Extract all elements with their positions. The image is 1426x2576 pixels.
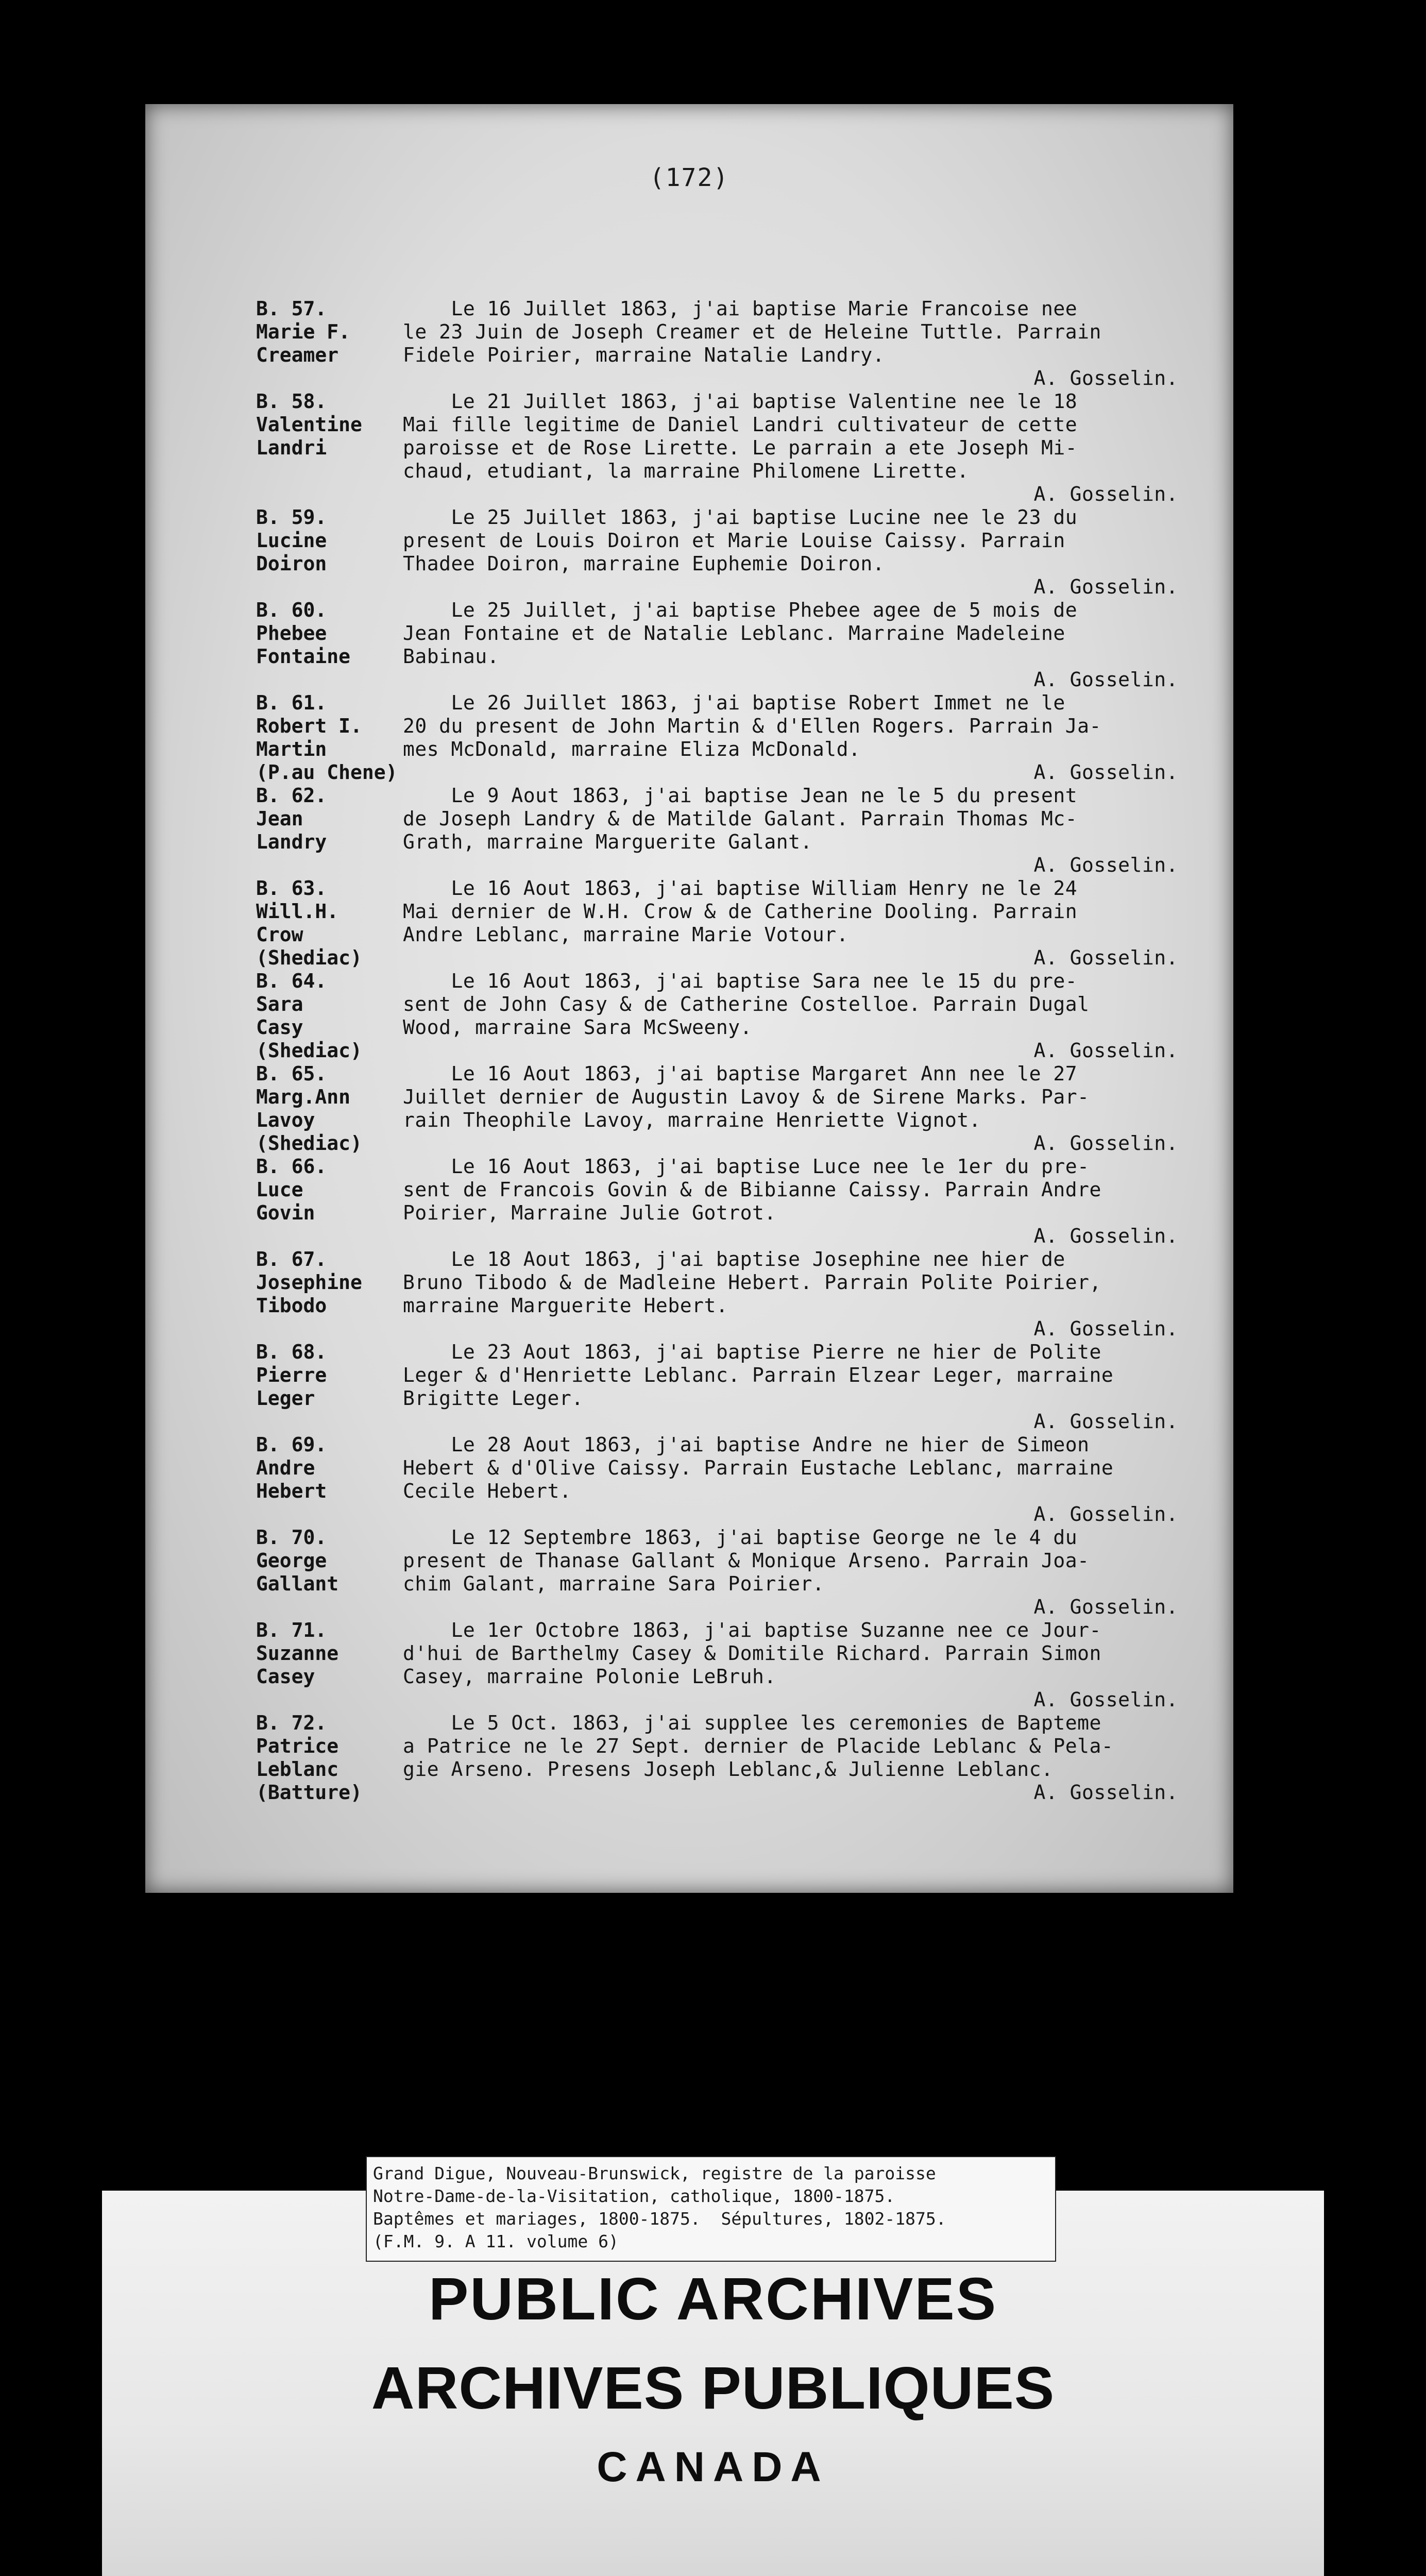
baptism-entry <box>256 1711 1209 1804</box>
entry-text <box>403 390 1209 506</box>
entry-text <box>403 1526 1209 1619</box>
entry-text-line: Fidele Poirier, marraine Natalie Landry. <box>403 344 885 366</box>
archive-title-french: ARCHIVES PUBLIQUES <box>371 2354 1055 2421</box>
margin-label-line: B. 58. <box>256 390 327 413</box>
margin-label-line: B. 63. <box>256 877 327 900</box>
entry-text-line: Mai fille legitime de Daniel Landri cultivateur de cette <box>403 413 1078 436</box>
margin-label-line: Marg.Ann <box>256 1086 351 1108</box>
margin-label-line: Leger <box>256 1387 315 1410</box>
entry-margin-label <box>256 1341 395 1410</box>
entry-text-line: le 23 Juin de Joseph Creamer et de Heleine Tuttle. Parrain <box>403 320 1101 343</box>
priest-signature: A. Gosselin. <box>1033 668 1178 691</box>
margin-label-line: (Shediac) <box>256 1132 362 1155</box>
entry-text-line: Le 9 Aout 1863, j'ai baptise Jean ne le 5 du present <box>403 784 1078 807</box>
entry-margin-label <box>256 877 395 970</box>
baptism-entry <box>256 390 1209 506</box>
entry-text-line: Grath, marraine Marguerite Galant. <box>403 831 812 853</box>
entry-text-line: present de Louis Doiron et Marie Louise Caissy. Parrain <box>403 529 1065 552</box>
entry-text-line: a Patrice ne le 27 Sept. dernier de Placide Leblanc & Pela- <box>403 1735 1114 1757</box>
entry-margin-label <box>256 506 395 575</box>
margin-label-line: B. 57. <box>256 297 327 320</box>
baptism-entry <box>256 297 1209 390</box>
entry-margin-label <box>256 297 395 367</box>
entry-text-line: Le 1er Octobre 1863, j'ai baptise Suzanne nee ce Jour- <box>403 1619 1101 1641</box>
margin-label-line: Josephine <box>256 1271 362 1294</box>
entry-text-line: Casey, marraine Polonie LeBruh. <box>403 1665 776 1688</box>
priest-signature: A. Gosselin. <box>1033 1410 1178 1433</box>
entry-text-line: Le 16 Aout 1863, j'ai baptise William Henry ne le 24 <box>403 877 1078 900</box>
margin-label-line: Leblanc <box>256 1758 339 1781</box>
card-label-line: Grand Digue, Nouveau-Brunswick, registre de la paroisse <box>373 2163 936 2183</box>
entry-text-line: Hebert & d'Olive Caissy. Parrain Eustache Leblanc, marraine <box>403 1456 1114 1479</box>
card-label-line: (F.M. 9. A 11. volume 6) <box>373 2231 619 2251</box>
margin-label-line: Landry <box>256 831 327 853</box>
margin-label-line: B. 59. <box>256 506 327 529</box>
priest-signature: A. Gosselin. <box>1033 367 1178 389</box>
entry-text-line: Le 18 Aout 1863, j'ai baptise Josephine nee hier de <box>403 1248 1065 1270</box>
margin-label-line: B. 68. <box>256 1341 327 1363</box>
margin-label-line: (Shediac) <box>256 1039 362 1062</box>
baptism-entry <box>256 1155 1209 1248</box>
entry-text-line: Thadee Doiron, marraine Euphemie Doiron. <box>403 552 885 575</box>
entry-text-line: Leger & d'Henriette Leblanc. Parrain Elzear Leger, marraine <box>403 1364 1114 1386</box>
baptism-entry <box>256 1062 1209 1155</box>
archive-country: CANADA <box>597 2444 829 2490</box>
margin-label-line: B. 61. <box>256 691 327 714</box>
entry-text-line: Babinau. <box>403 645 500 668</box>
entry-text <box>403 1341 1209 1433</box>
margin-label-line: Gallant <box>256 1572 339 1595</box>
baptism-entries <box>256 297 1209 1804</box>
entry-margin-label <box>256 691 398 784</box>
priest-signature: A. Gosselin. <box>1033 1596 1178 1618</box>
margin-label-line: Fontaine <box>256 645 351 668</box>
entry-margin-label <box>256 1062 395 1155</box>
entry-text-line: Le 25 Juillet, j'ai baptise Phebee agee de 5 mois de <box>403 599 1078 621</box>
card-label-line: Baptêmes et mariages, 1800-1875. Sépultures, 1802-1875. <box>373 2209 946 2229</box>
baptism-entry <box>256 1619 1209 1711</box>
baptism-entry <box>256 1433 1209 1526</box>
priest-signature: A. Gosselin. <box>1033 1317 1178 1340</box>
margin-label-line: B. 64. <box>256 970 327 992</box>
margin-label-line: (Batture) <box>256 1781 362 1804</box>
baptism-entry <box>256 877 1209 970</box>
baptism-entry <box>256 1526 1209 1619</box>
entry-text-line: sent de Francois Govin & de Bibianne Caissy. Parrain Andre <box>403 1178 1101 1201</box>
margin-label-line: Marie F. <box>256 320 351 343</box>
entry-text <box>403 1062 1209 1155</box>
margin-label-line: B. 70. <box>256 1526 327 1549</box>
entry-text-line: paroisse et de Rose Lirette. Le parrain a ete Joseph Mi- <box>403 436 1078 459</box>
baptism-entry <box>256 1248 1209 1341</box>
margin-label-line: George <box>256 1549 327 1572</box>
margin-label-line: Robert I. <box>256 715 362 737</box>
margin-label-line: (P.au Chene) <box>256 761 398 784</box>
priest-signature: A. Gosselin. <box>1033 854 1178 876</box>
margin-label-line: Govin <box>256 1201 315 1224</box>
entry-text-line: Wood, marraine Sara McSweeny. <box>403 1016 752 1039</box>
entry-text-line: sent de John Casy & de Catherine Costelloe. Parrain Dugal <box>403 993 1090 1015</box>
margin-label-line: B. 71. <box>256 1619 327 1641</box>
archive-card-label <box>366 2156 1056 2262</box>
priest-signature: A. Gosselin. <box>1033 1781 1178 1804</box>
entry-margin-label <box>256 1526 395 1596</box>
entry-text <box>403 1433 1209 1526</box>
card-label-line: Notre-Dame-de-la-Visitation, catholique, 1800-1875. <box>373 2186 895 2206</box>
baptism-entry <box>256 970 1209 1062</box>
entry-text-line: Poirier, Marraine Julie Gotrot. <box>403 1201 776 1224</box>
entry-text-line: Le 16 Aout 1863, j'ai baptise Sara nee le 15 du pre- <box>403 970 1078 992</box>
baptism-entry <box>256 599 1209 691</box>
entry-text-line: 20 du present de John Martin & d'Ellen Rogers. Parrain Ja- <box>403 715 1101 737</box>
margin-label-line: Jean <box>256 807 303 830</box>
margin-label-line: B. 72. <box>256 1711 327 1734</box>
entry-text <box>403 1711 1209 1804</box>
entry-text-line: Le 26 Juillet 1863, j'ai baptise Robert Immet ne le <box>403 691 1065 714</box>
register-page <box>145 104 1233 1893</box>
margin-label-line: Lavoy <box>256 1109 315 1131</box>
entry-text-line: Brigitte Leger. <box>403 1387 584 1410</box>
entry-margin-label <box>256 1248 395 1317</box>
entry-text-line: marraine Marguerite Hebert. <box>403 1294 728 1317</box>
priest-signature: A. Gosselin. <box>1033 575 1178 598</box>
priest-signature: A. Gosselin. <box>1033 1688 1178 1711</box>
entry-text-line: gie Arseno. Presens Joseph Leblanc,& Julienne Leblanc. <box>403 1758 1054 1781</box>
entry-text <box>403 970 1209 1062</box>
baptism-entry <box>256 784 1209 877</box>
entry-text-line: Le 5 Oct. 1863, j'ai supplee les ceremonies de Bapteme <box>403 1711 1101 1734</box>
entry-margin-label <box>256 1619 395 1688</box>
baptism-entry <box>256 1341 1209 1433</box>
page-number: (172) <box>649 163 729 192</box>
entry-text <box>403 1248 1209 1341</box>
margin-label-line: B. 62. <box>256 784 327 807</box>
entry-margin-label <box>256 1155 395 1225</box>
entry-text <box>403 691 1209 784</box>
baptism-entry <box>256 506 1209 599</box>
entry-text-line: Jean Fontaine et de Natalie Leblanc. Marraine Madeleine <box>403 622 1065 645</box>
margin-label-line: B. 66. <box>256 1155 327 1178</box>
entry-text-line: Le 16 Juillet 1863, j'ai baptise Marie Francoise nee <box>403 297 1078 320</box>
margin-label-line: Pierre <box>256 1364 327 1386</box>
entry-text <box>403 297 1209 390</box>
priest-signature: A. Gosselin. <box>1033 946 1178 969</box>
entry-margin-label <box>256 1433 395 1503</box>
entry-text <box>403 506 1209 599</box>
entry-text-line: Bruno Tibodo & de Madleine Hebert. Parrain Polite Poirier, <box>403 1271 1101 1294</box>
margin-label-line: Martin <box>256 738 327 760</box>
entry-text <box>403 877 1209 970</box>
priest-signature: A. Gosselin. <box>1033 761 1178 784</box>
margin-label-line: Valentine <box>256 413 362 436</box>
margin-label-line: (Shediac) <box>256 946 362 969</box>
priest-signature: A. Gosselin. <box>1033 1039 1178 1062</box>
priest-signature: A. Gosselin. <box>1033 1503 1178 1526</box>
entry-text-line: Cecile Hebert. <box>403 1480 572 1502</box>
margin-label-line: Tibodo <box>256 1294 327 1317</box>
priest-signature: A. Gosselin. <box>1033 1225 1178 1247</box>
entry-text <box>403 1619 1209 1711</box>
entry-margin-label <box>256 599 395 668</box>
margin-label-line: Casey <box>256 1665 315 1688</box>
margin-label-line: B. 60. <box>256 599 327 621</box>
margin-label-line: Landri <box>256 436 327 459</box>
margin-label-line: Crow <box>256 923 303 946</box>
entry-text-line: chim Galant, marraine Sara Poirier. <box>403 1572 825 1595</box>
margin-label-line: Creamer <box>256 344 339 366</box>
entry-text-line: Le 12 Septembre 1863, j'ai baptise George ne le 4 du <box>403 1526 1078 1549</box>
entry-text-line: Le 28 Aout 1863, j'ai baptise Andre ne hier de Simeon <box>403 1433 1090 1456</box>
priest-signature: A. Gosselin. <box>1033 483 1178 505</box>
entry-text-line: Andre Leblanc, marraine Marie Votour. <box>403 923 848 946</box>
entry-margin-label <box>256 390 395 460</box>
entry-text-line: Le 21 Juillet 1863, j'ai baptise Valentine nee le 18 <box>403 390 1078 413</box>
entry-text-line: de Joseph Landry & de Matilde Galant. Parrain Thomas Mc- <box>403 807 1078 830</box>
entry-text-line: d'hui de Barthelmy Casey & Domitile Richard. Parrain Simon <box>403 1642 1101 1665</box>
entry-text-line: Le 16 Aout 1863, j'ai baptise Luce nee le 1er du pre- <box>403 1155 1090 1178</box>
entry-text <box>403 1155 1209 1248</box>
entry-text-line: present de Thanase Gallant & Monique Arseno. Parrain Joa- <box>403 1549 1090 1572</box>
baptism-entry <box>256 691 1209 784</box>
entry-text <box>403 599 1209 691</box>
margin-label-line: Phebee <box>256 622 327 645</box>
entry-text-line: Le 25 Juillet 1863, j'ai baptise Lucine nee le 23 du <box>403 506 1078 529</box>
margin-label-line: Hebert <box>256 1480 327 1502</box>
entry-text-line: Mai dernier de W.H. Crow & de Catherine Dooling. Parrain <box>403 900 1078 923</box>
margin-label-line: B. 65. <box>256 1062 327 1085</box>
archive-title-english: PUBLIC ARCHIVES <box>428 2265 998 2332</box>
margin-label-line: Doiron <box>256 552 327 575</box>
entry-text-line: mes McDonald, marraine Eliza McDonald. <box>403 738 861 760</box>
entry-text-line: Le 16 Aout 1863, j'ai baptise Margaret Ann nee le 27 <box>403 1062 1078 1085</box>
entry-text <box>403 784 1209 877</box>
margin-label-line: Andre <box>256 1456 315 1479</box>
margin-label-line: Sara <box>256 993 303 1015</box>
entry-margin-label <box>256 1711 395 1804</box>
entry-text-line: Le 23 Aout 1863, j'ai baptise Pierre ne hier de Polite <box>403 1341 1101 1363</box>
margin-label-line: Lucine <box>256 529 327 552</box>
entry-text-line: rain Theophile Lavoy, marraine Henriette Vignot. <box>403 1109 981 1131</box>
entry-margin-label <box>256 784 395 854</box>
margin-label-line: B. 67. <box>256 1248 327 1270</box>
margin-label-line: Casy <box>256 1016 303 1039</box>
priest-signature: A. Gosselin. <box>1033 1132 1178 1155</box>
margin-label-line: Luce <box>256 1178 303 1201</box>
margin-label-line: Suzanne <box>256 1642 339 1665</box>
entry-margin-label <box>256 970 395 1062</box>
margin-label-line: Patrice <box>256 1735 339 1757</box>
margin-label-line: Will.H. <box>256 900 339 923</box>
entry-text-line: chaud, etudiant, la marraine Philomene Lirette. <box>403 460 969 482</box>
margin-label-line: B. 69. <box>256 1433 327 1456</box>
entry-text-line: Juillet dernier de Augustin Lavoy & de Sirene Marks. Par- <box>403 1086 1090 1108</box>
